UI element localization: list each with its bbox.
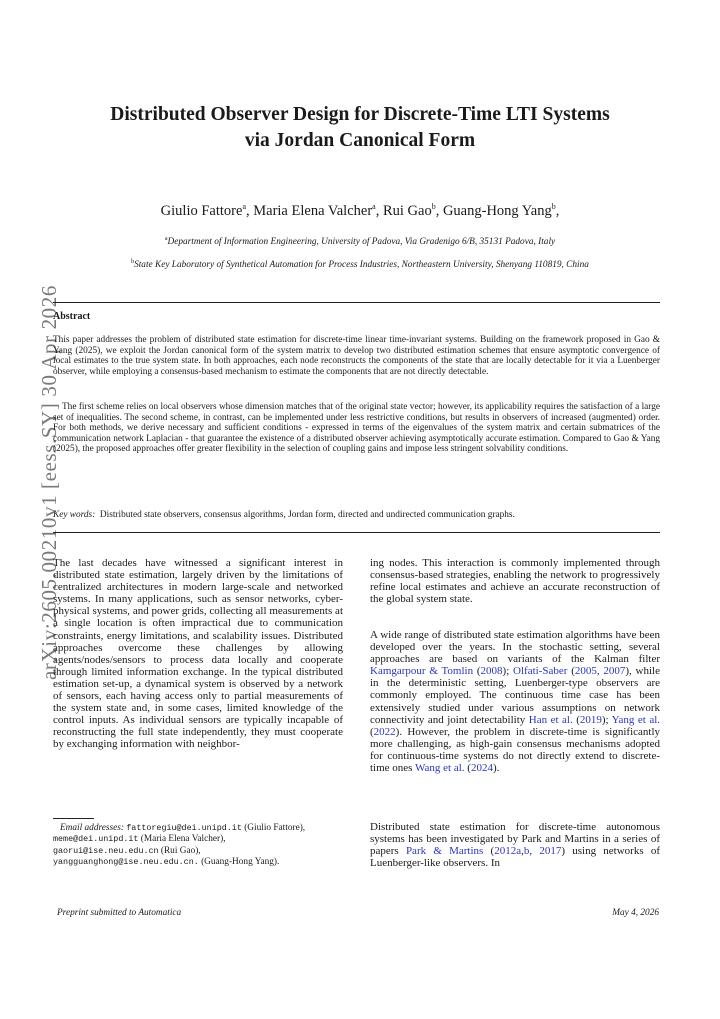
body-text: ( bbox=[370, 725, 374, 738]
keywords-label: Key words: bbox=[53, 510, 96, 520]
author-name: Maria Elena Valcher bbox=[253, 203, 373, 219]
affiliation-text: Department of Information Engineering, University of Padova, Via Gradenigo 6/B, 35131 Padova, Italy bbox=[167, 237, 556, 247]
author-affil-mark: a bbox=[372, 202, 376, 211]
citation-link[interactable]: 2019 bbox=[579, 713, 602, 726]
intro-paragraph-2 bbox=[370, 629, 660, 774]
author-name: Guang-Hong Yang bbox=[442, 203, 552, 219]
body-text: , bbox=[521, 845, 524, 858]
keywords bbox=[53, 509, 660, 521]
citation-link[interactable]: 2007 bbox=[603, 665, 626, 678]
body-text: ). bbox=[492, 762, 500, 775]
paper-title bbox=[40, 102, 680, 154]
abstract-paragraph-1: This paper addresses the problem of distributed state estimation for discrete-time linear time-invariant systems. Building on the framework proposed in Gao & Yang (2025), we exploit the Jordan canonical form of the system matrix to develop two distributed estimation schemes that ensure asymptotic convergence of local estimates to the true system state. In both approaches, each node reconstructs the components of the state that are locally detectable for it via a Luenberger observer, while employing a consensus-based mechanism to estimate the components that are not directly detectable. bbox=[53, 335, 660, 377]
body-text: Distributed state estimation for discrete-time autonomous systems has been investigated by Park and Martins in a series of papers bbox=[370, 821, 660, 858]
author-name: Rui Gao bbox=[382, 203, 432, 219]
keywords-text: Distributed state observers, consensus algorithms, Jordan form, directed and undirected communication graphs. bbox=[99, 510, 515, 520]
email-address[interactable]: gaorui@ise.neu.edu.cn bbox=[53, 845, 159, 856]
body-text: ( bbox=[567, 665, 575, 678]
footer-date: May 4, 2026 bbox=[612, 908, 659, 918]
affiliation-text: State Key Laboratory of Synthetical Automation for Process Industries, Northeastern University, Shenyang 110819, China bbox=[134, 260, 589, 270]
body-text: ( bbox=[473, 665, 481, 678]
body-text: ( bbox=[483, 845, 495, 858]
author-separator: , bbox=[375, 203, 383, 219]
citation-link[interactable]: b bbox=[523, 845, 530, 858]
author-separator: , bbox=[246, 203, 254, 219]
body-text: , bbox=[529, 845, 540, 858]
citation-link[interactable]: 2008 bbox=[480, 665, 503, 678]
citation-link[interactable]: Kamgarpour & Tomlin bbox=[370, 665, 474, 678]
citation-link[interactable]: 2017 bbox=[539, 845, 562, 858]
author-affil-mark: a bbox=[242, 202, 246, 211]
body-text: A wide range of distributed state estimation algorithms have been developed over the years. In the stochastic setting, several approaches are based on variants of the Kalman filter bbox=[370, 629, 660, 666]
abstract-paragraph-2: The first scheme relies on local observers whose dimension matches that of the original state vector; however, its applicability requires the satisfaction of a large set of inequalities. The second scheme, in contrast, can be implemented under less restrictive conditions, but results in observers of increased (augmented) order. For both methods, we derive necessary and sufficient conditions - expressed in terms of the eigenvalues of the system matrix and certain submatrices of the communication network Laplacian - that guarantee the existence of a distributed observer achieving asymptotically accurate estimation. Compared to Gao & Yang (2025), the proposed approaches offer greater flexibility in the selection of coupling gains and impose less stringent solvability conditions. bbox=[53, 402, 660, 455]
author-separator: , bbox=[435, 203, 443, 219]
abstract-top-rule bbox=[53, 302, 660, 303]
citation-link[interactable]: 2005 bbox=[574, 665, 597, 678]
abstract-heading: Abstract bbox=[53, 311, 91, 322]
citation-link[interactable]: Han et al. bbox=[528, 713, 573, 726]
intro-paragraph-1-continued: ing nodes. This interaction is commonly implemented through consensus-based strategies, enabling the network to progressively refine local estimates and achieve an accurate reconstruction of the global system state. bbox=[370, 557, 660, 606]
citation-link[interactable]: Wang et al. bbox=[415, 762, 465, 775]
citation-link[interactable]: 2022 bbox=[373, 725, 396, 738]
email-address[interactable]: fattoregiu@dei.unipd.it bbox=[126, 823, 242, 833]
body-text: ) using networks of Luenberger-like observers. In bbox=[370, 845, 660, 870]
author-name: Giulio Fattore bbox=[160, 203, 243, 219]
citation-link[interactable]: 2012a bbox=[494, 845, 522, 858]
body-text: , bbox=[596, 665, 604, 678]
affiliation-a bbox=[20, 233, 700, 249]
author-affil-mark: b bbox=[551, 202, 556, 211]
affiliation-mark: b bbox=[131, 259, 135, 265]
email-address[interactable]: yangguanghong@ise.neu.edu.cn. bbox=[53, 857, 199, 868]
body-text: ), while in the deterministic setting, Luenberger-type observers are commonly employed. The continuous time case has been extensively studied under various assumptions on network connectivity and joint detectability bbox=[370, 665, 660, 726]
footnote-text: (Giulio Fattore), bbox=[241, 823, 306, 833]
footnote-label: Email addresses: bbox=[59, 823, 124, 833]
footnote-rule bbox=[53, 818, 94, 819]
body-text: ( bbox=[464, 762, 471, 775]
body-text: ). However, the problem in discrete-time is significantly more challenging, as high-gain consensus mechanisms adopted for continuous-time systems do not directly extend to discrete-time ones bbox=[370, 725, 660, 775]
title-line-1: Distributed Observer Design for Discrete-Time LTI Systems bbox=[110, 104, 610, 125]
affiliation-mark: a bbox=[164, 236, 168, 242]
abstract-bottom-rule bbox=[53, 532, 660, 533]
intro-paragraph-1: The last decades have witnessed a significant interest in distributed state estimation, largely driven by the limitations of centralized architectures in modern large-scale and networked systems. In many applications, such as sensor networks, cyber-physical systems, and power grids, collecting all measurements at a single location is often impractical due to communication constraints, energy limitations, and scalability issues. Distributed approaches overcome these challenges by allowing agents/nodes/sensors to process data locally and cooperate through limited information exchange. In the typical distributed estimation set-up, a dynamical system is observed by a network of sensors, each having access only to partial measurements of the system state and, in some cases, limited knowledge of the control inputs. As individual sensors are typically incapable of reconstructing the full state independently, they must cooperate by exchanging information with neighbor- bbox=[53, 557, 343, 751]
title-line-2: via Jordan Canonical Form bbox=[244, 130, 476, 151]
email-address[interactable]: meme@dei.unipd.it bbox=[53, 834, 139, 845]
body-text: ( bbox=[572, 713, 580, 726]
footnote-text: (Rui Gao), bbox=[158, 845, 201, 856]
affiliation-b bbox=[20, 256, 700, 272]
intro-paragraph-3 bbox=[370, 821, 660, 869]
footer-preprint-note: Preprint submitted to Automatica bbox=[57, 908, 182, 918]
body-text: ); bbox=[601, 713, 612, 726]
body-text: ); bbox=[502, 665, 514, 678]
citation-link[interactable]: 2024 bbox=[470, 762, 493, 775]
citation-link[interactable]: Yang et al. bbox=[611, 713, 661, 726]
author-affil-mark: b bbox=[431, 202, 436, 211]
citation-link[interactable]: Olfati-Saber bbox=[513, 665, 568, 678]
footnote-text: (Maria Elena Valcher), bbox=[138, 834, 226, 845]
footnote-emails bbox=[53, 823, 343, 869]
author-list bbox=[40, 197, 680, 221]
citation-link[interactable]: Park & Martins bbox=[405, 845, 484, 858]
footnote-text: (Guang-Hong Yang). bbox=[198, 857, 280, 868]
author-separator: , bbox=[555, 203, 560, 219]
arxiv-stamp: arXiv:2605.00210v1 [eess.SY] 30 Apr 2026 bbox=[37, 285, 61, 680]
